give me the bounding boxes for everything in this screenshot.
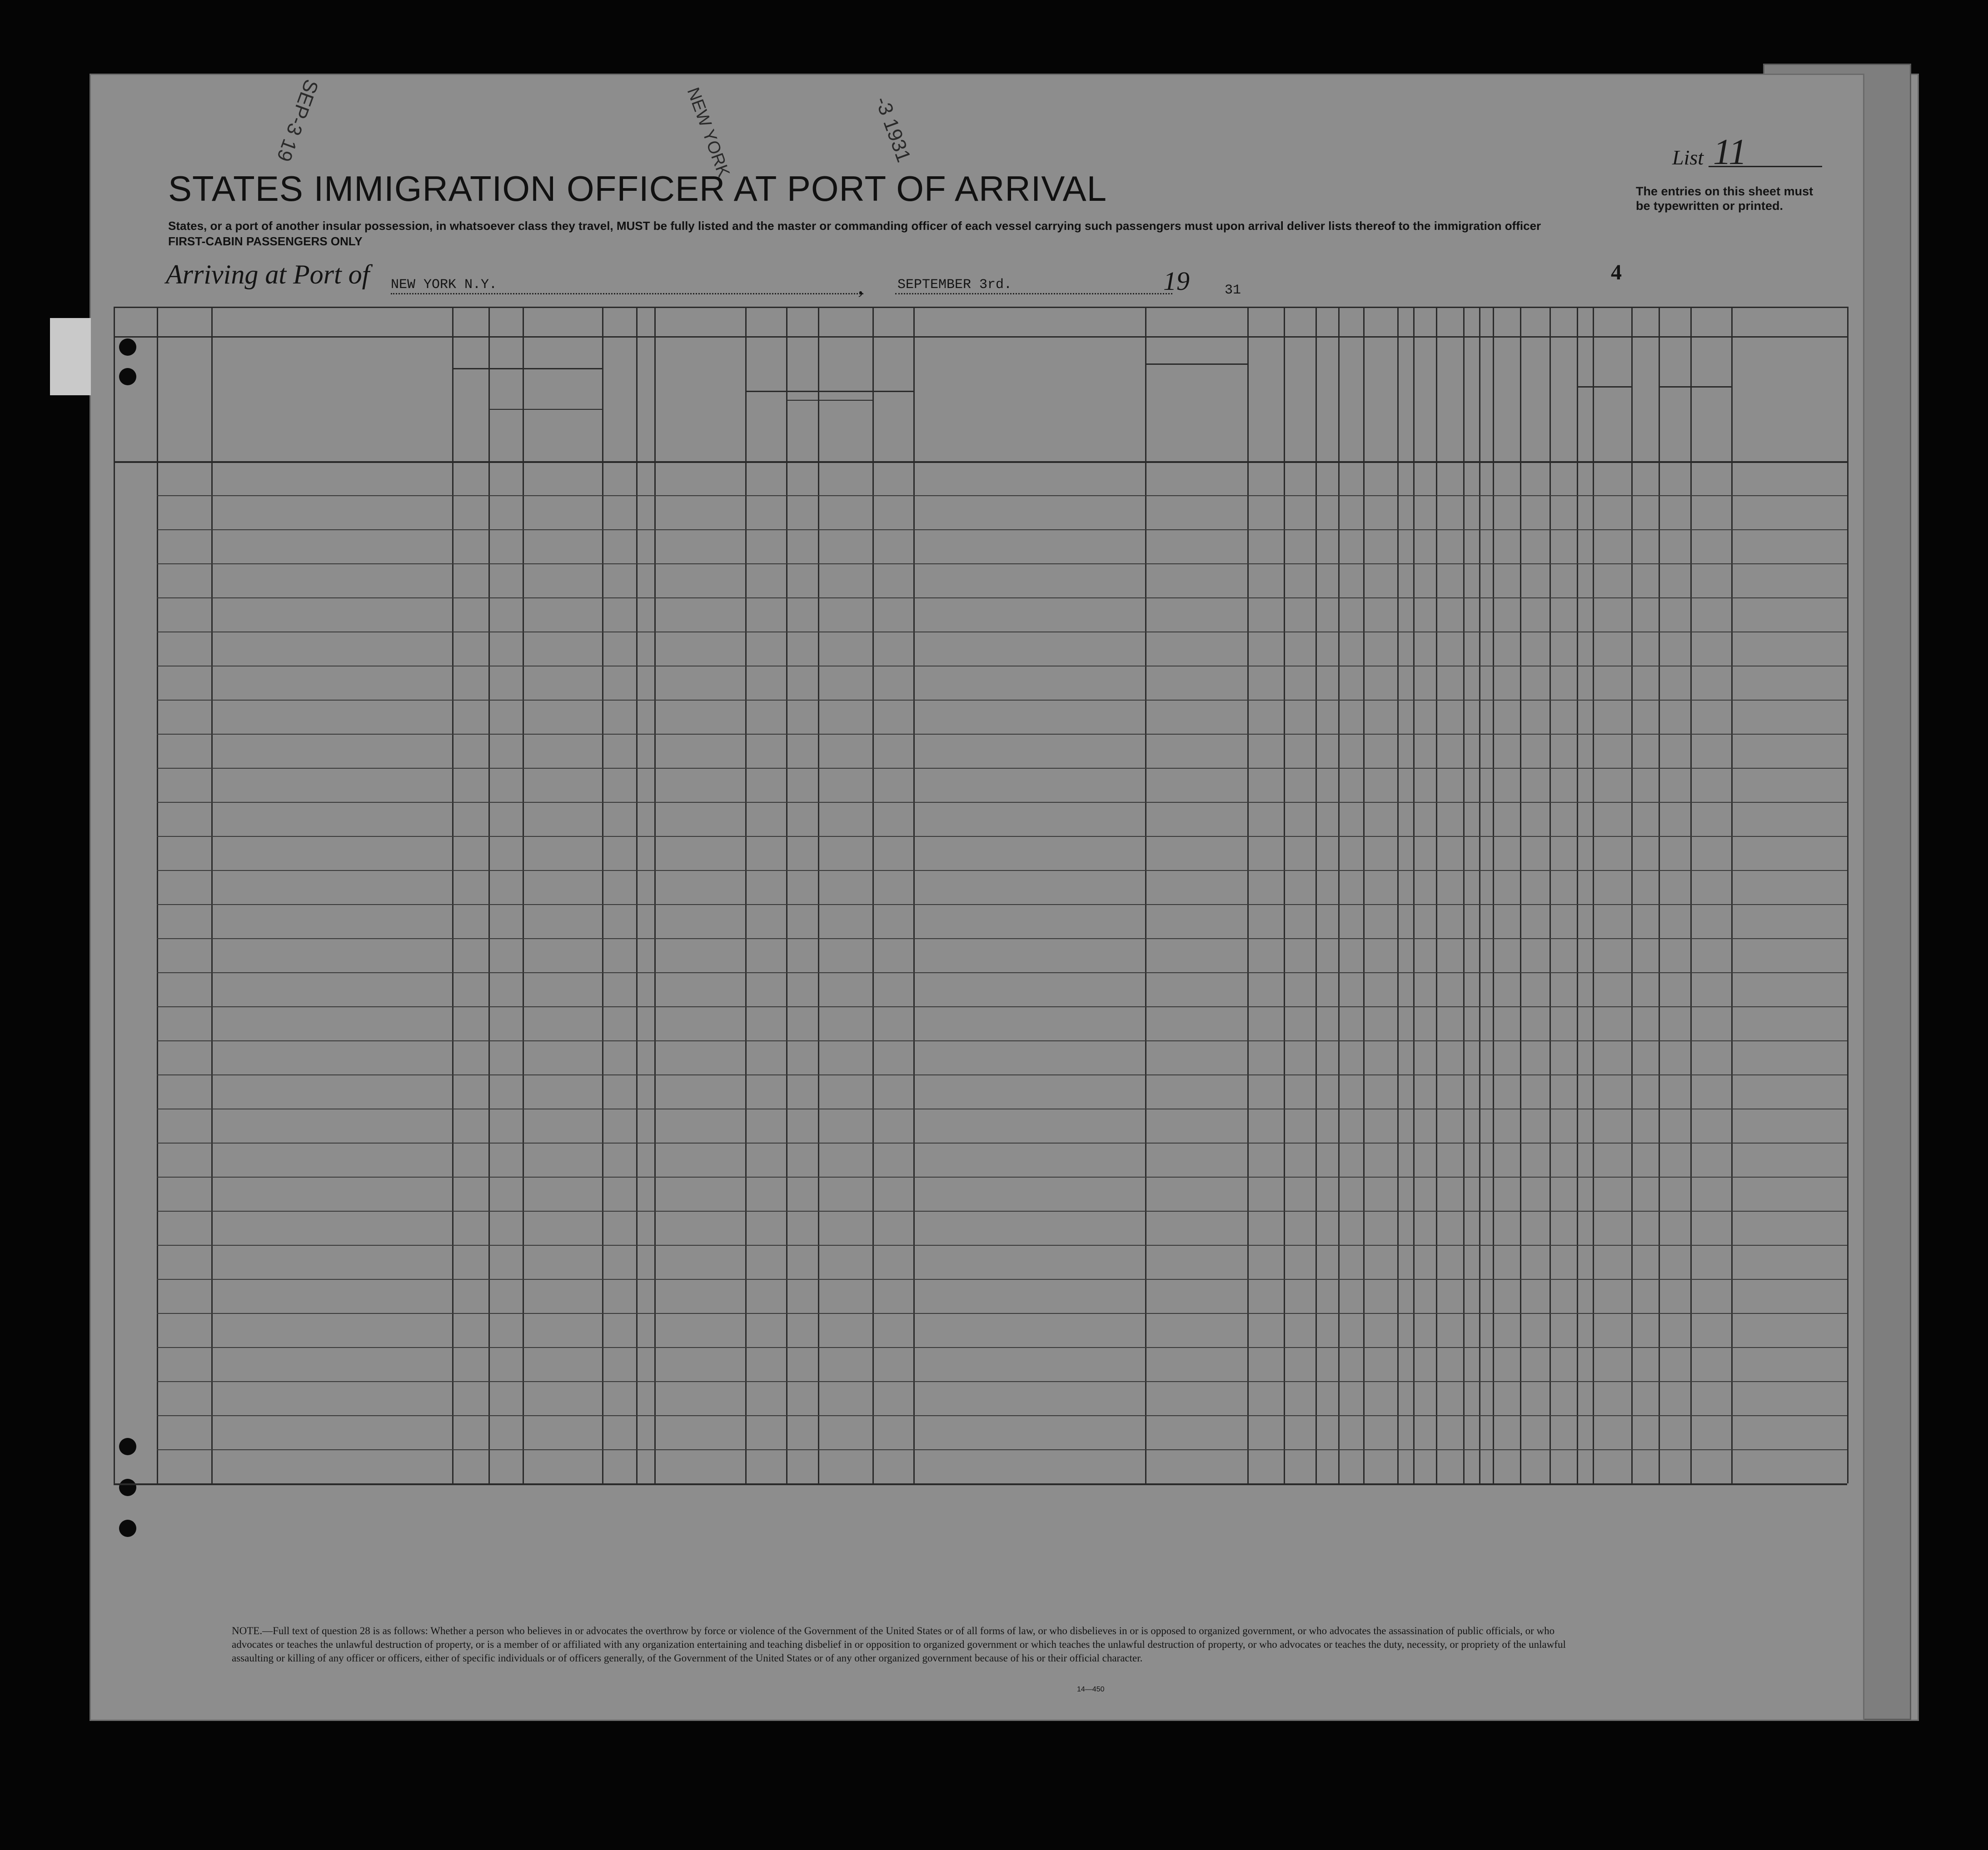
row-rule: [157, 1245, 1847, 1246]
column-rule: [1284, 307, 1285, 1483]
year-prefix: 19: [1163, 266, 1190, 296]
column-rule: [1463, 307, 1465, 1483]
subcolumn-rule: [745, 395, 747, 1483]
column-rule: [1520, 307, 1521, 1483]
date-line: [895, 293, 1172, 294]
punch-hole: [119, 368, 136, 385]
row-rule: [157, 734, 1847, 735]
column-rule: [1593, 307, 1594, 1483]
column-rule: [654, 307, 656, 1483]
row-rule: [157, 597, 1847, 598]
ever-before-subrule: [745, 391, 913, 392]
row-rule: [157, 700, 1847, 701]
row-rule: [157, 495, 1847, 496]
height-subrule: [1577, 386, 1631, 388]
port-line: [391, 293, 863, 294]
column-rule: [1436, 307, 1437, 1483]
row-rule: [157, 1006, 1847, 1007]
list-label: List: [1672, 146, 1704, 169]
column-rule: [1631, 307, 1633, 1483]
column-rule: [818, 307, 819, 1483]
column-rule: [488, 307, 490, 1483]
date-stamp-right: -3 1931: [871, 94, 915, 165]
column-rule: [1659, 307, 1660, 1483]
column-rule: [157, 307, 158, 1483]
arrival-port: NEW YORK N.Y.: [391, 277, 498, 293]
column-rule: [1363, 307, 1365, 1483]
column-rule: [1315, 307, 1317, 1483]
purpose-subrule: [1145, 363, 1247, 365]
row-rule: [157, 938, 1847, 939]
punch-hole: [119, 338, 136, 356]
column-rule: [1397, 307, 1399, 1483]
column-rule: [1577, 307, 1578, 1483]
punch-hole: [119, 1438, 136, 1455]
color-subrule: [1659, 386, 1731, 388]
column-rule: [1690, 307, 1692, 1483]
typewritten-note: The entries on this sheet must be typewritten or printed.: [1636, 184, 1814, 213]
punch-hole: [119, 1479, 136, 1496]
row-rule: [157, 529, 1847, 530]
header-bottom-rule: [114, 461, 1847, 463]
column-rule: [1550, 307, 1551, 1483]
row-rule: [157, 1143, 1847, 1144]
state-city-subrule: [488, 409, 602, 410]
binding-tab: [50, 318, 91, 395]
column-rule: [1731, 307, 1733, 1483]
row-rule: [157, 870, 1847, 871]
column-rule: [1479, 307, 1480, 1483]
page-number: 4: [1611, 260, 1622, 284]
column-rule: [1847, 307, 1848, 1483]
list-number: 11: [1713, 132, 1747, 172]
row-rule: [157, 1415, 1847, 1416]
punch-hole: [119, 1520, 136, 1537]
row-rule: [157, 1347, 1847, 1348]
page-title: STATES IMMIGRATION OFFICER AT PORT OF ARRIVAL: [168, 169, 1107, 209]
form-number: 14—450: [1077, 1686, 1105, 1693]
row-rule: [157, 1313, 1847, 1314]
list-underline: [1709, 166, 1822, 167]
row-rule: [157, 1040, 1847, 1041]
column-rule: [872, 307, 874, 1483]
page-subtitle: [168, 218, 1577, 249]
column-rule: [1413, 307, 1415, 1483]
column-rule: [1145, 307, 1146, 1483]
comma: ,: [858, 273, 864, 298]
row-rule: [157, 972, 1847, 973]
table-bottom-rule: [114, 1483, 1847, 1485]
arrival-date: SEPTEMBER 3rd.: [897, 277, 1012, 293]
subtitle-line-2: FIRST-CABIN PASSENGERS ONLY: [168, 234, 363, 248]
column-rule: [211, 307, 213, 1483]
manifest-page: [91, 75, 1863, 1720]
column-rule: [913, 307, 915, 1483]
column-rule: [1338, 307, 1340, 1483]
row-rule: [157, 802, 1847, 803]
year-suffix: 31: [1225, 283, 1241, 298]
date-stamp-city: NEW YORK: [683, 85, 733, 180]
column-rule: [452, 307, 453, 1483]
row-rule: [157, 563, 1847, 564]
row-rule: [157, 1449, 1847, 1450]
subtitle-line-1: States, or a port of another insular possession, in whatsoever class they travel, MUST be fully listed and the master or commanding officer of each vessel carrying such passengers must upon arrival deliver lists thereof to the immigration officer: [168, 219, 1541, 233]
row-rule: [157, 1279, 1847, 1280]
row-rule: [157, 1381, 1847, 1382]
row-rule: [157, 1211, 1847, 1212]
arriving-label: Arriving at Port of: [166, 259, 370, 289]
destination-subrule: [452, 368, 602, 369]
if-yes-subrule: [786, 400, 872, 401]
column-rule: [114, 307, 115, 1483]
table-top-rule: [114, 307, 1847, 308]
question-28-footnote: NOTE.—Full text of question 28 is as follows: Whether a person who believes in or advocates the overthrow by force or violence of the Government of the United States or of all forms of law, or who disbelieves in or is opposed to organized government, or who advocates the assassination of public officials, or who advocates or teaches the unlawful destruction of property, or is a member of or affiliated with any organization entertaining and teaching disbelief in or opposition to organized government or which teaches the unlawful destruction of property, or who advocates or teaches the duty, necessity, or propriety of the unlawful assaulting or killing of any officer or officers, either of specific individuals or of officers generally, of the Government of the United States or of any other organized government because of his or their official character.: [232, 1625, 1566, 1664]
column-rule: [1493, 307, 1494, 1483]
column-rule: [602, 307, 603, 1483]
subcolumn-rule: [786, 395, 787, 1483]
column-rule: [636, 307, 638, 1483]
column-number-rule: [114, 336, 1847, 338]
column-rule: [523, 307, 524, 1483]
date-stamp-left: SEP-3 19: [272, 76, 323, 165]
row-rule: [157, 1074, 1847, 1075]
row-rule: [157, 768, 1847, 769]
row-rule: [157, 1177, 1847, 1178]
row-rule: [157, 836, 1847, 837]
column-rule: [1247, 307, 1249, 1483]
row-rule: [157, 904, 1847, 905]
